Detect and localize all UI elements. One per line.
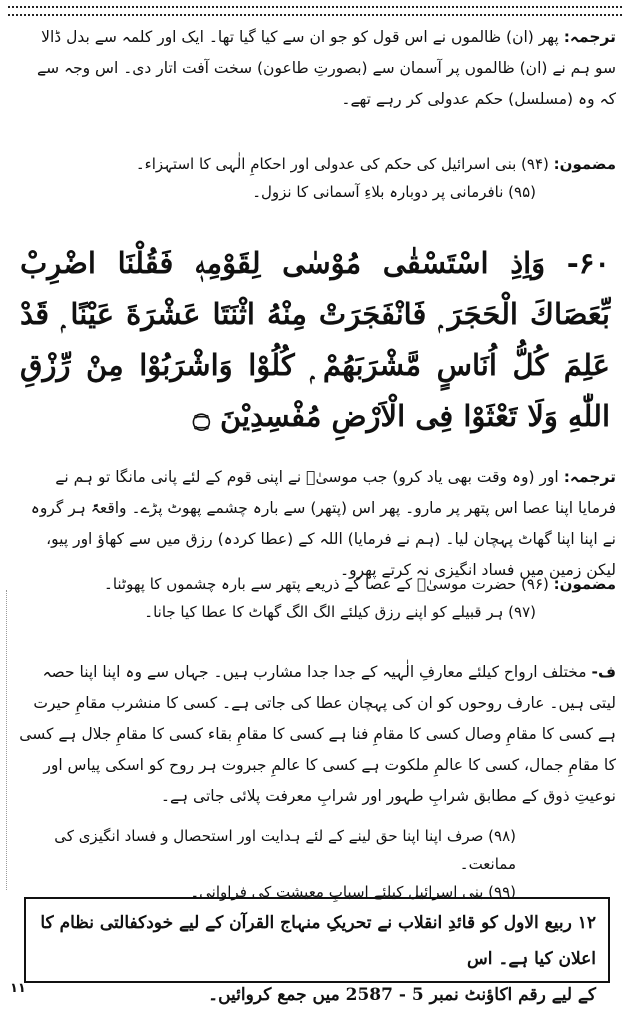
announcement-box xyxy=(24,897,610,1005)
translation-text: پھر (ان) ظالموں نے اس قول کو جو ان سے کیا گیا تھا۔ ایک اور کلمہ سے بدل ڈالا سو ہم نے (ان) ظالموں پر آسمان سے (بصورتِ طاعون) سخت آفت اتار دی۔ اس وجہ سے کہ وہ (مسلسل) حکم عدولی کر رہے تھے۔ xyxy=(36,28,616,108)
topics-block-2 xyxy=(18,570,616,626)
topic-item: (۹۶) حضرت موسیٰؑ کے عصا کے ذریعے پتھر سے بارہ چشموں کا پھوٹنا۔ xyxy=(104,575,549,593)
translation-label: ترجمہ: xyxy=(563,468,616,486)
translation-block-2 xyxy=(18,462,616,586)
announcement-line: ۱۲ ربیع الاول کو قائدِ انقلاب نے تحریکِ منہاج القرآن کے لیے خودکفالتی نظام کا اعلان کیا ہے۔ اس xyxy=(40,913,596,969)
commentary-text: مختلف ارواح کیلئے معارفِ الٰہیہ کے جدا جدا مشارب ہیں۔ جہاں سے وہ اپنا اپنا حصہ لیتی ہیں۔ عارف روحوں کو ان کی پہچان عطا کی جاتی ہے۔ کسی کا منشرب مقامِ حیرت ہے کسی کا مقامِ وصال کسی کا مقامِ فنا ہے کسی کا مقامِ بقاء کسی کا مقامِ جلال ہے کسی کا مقامِ جمال، کسی کا عالمِ ملکوت ہے کسی کا عالمِ جبروت ہر روح کو اسکی پیاس اور نوعیتِ ذوق کے مطابق شرابِ طہور اور شرابِ معرفت پلائی جاتی ہے۔ xyxy=(19,663,616,805)
topic-item: (۹۵) نافرمانی پر دوبارہ بلاءِ آسمانی کا نزول۔ xyxy=(252,183,536,201)
topic-item: (۹۸) صرف اپنا اپنا حق لینے کے لئے ہدایت اور استحصال و فساد انگیزی کی ممانعت۔ xyxy=(54,827,516,873)
page-number: ۱۱ xyxy=(10,981,26,996)
commentary-block xyxy=(18,657,616,812)
topic-item: (۹۴) بنی اسرائیل کی حکم کی عدولی اور احکامِ الٰہی کا استہزاء۔ xyxy=(135,155,549,173)
translation-text: اور (وہ وقت بھی یاد کرو) جب موسیٰؑ نے اپنی قوم کے لئے پانی مانگا تو ہم نے فرمایا اپنا عصا اس پتھر پر مارو۔ پھر اس (پتھر) سے بارہ چشمے پھوٹ پڑے۔ واقعۃً ہر گروہ نے اپنا اپنا گھاٹ پہچان لیا۔ (ہم نے فرمایا) اللہ کے (عطا کردہ) رزق میں سے کھاؤ اور پیو، لیکن زمین میں فساد انگیزی نہ کرتے پھرو۔ xyxy=(30,468,616,579)
commentary-label: ف- xyxy=(591,663,616,681)
translation-label: ترجمہ: xyxy=(563,28,616,46)
topics-block-3 xyxy=(18,822,616,906)
topic-label: مضمون: xyxy=(553,155,616,173)
announcement-line: کے لیے رقم اکاؤنٹ نمبر 5 - 2587 میں جمع کروائیں۔ xyxy=(208,985,596,1005)
topics-block-1 xyxy=(18,150,616,206)
verse-text: وَاِذِ اسْتَسْقٰى مُوْسٰى لِقَوْمِهٖ فَقُلْنَا اضْرِبْ بِّعَصَاكَ الْحَجَرَ ۭ فَانْفَجَرَتْ مِنْهُ اثْنَتَا عَشْرَةَ عَيْنًا ۭ قَدْ عَلِمَ كُلُّ اُنَاسٍ مَّشْرَبَهُمْ ۭ كُلُوْا وَاشْرَبُوْا مِنْ رِّزْقِ اللّٰهِ وَلَا تَعْثَوْا فِى الْاَرْضِ مُفْسِدِيْنَ ۝ xyxy=(20,246,610,433)
translation-block-1 xyxy=(18,22,616,115)
verse-number: ۶۰- xyxy=(566,246,610,280)
quran-verse xyxy=(20,238,610,442)
topic-item: (۹۹) بنی اسرائیل کیلئے اسبابِ معیشت کی فراوانی۔ xyxy=(190,883,516,901)
topic-label: مضمون: xyxy=(553,575,616,593)
topic-item: (۹۷) ہر قبیلے کو اپنے رزق کیلئے الگ الگ گھاٹ کا عطا کیا جانا۔ xyxy=(144,603,536,621)
top-dotted-border xyxy=(8,6,622,16)
margin-dots xyxy=(6,590,11,890)
